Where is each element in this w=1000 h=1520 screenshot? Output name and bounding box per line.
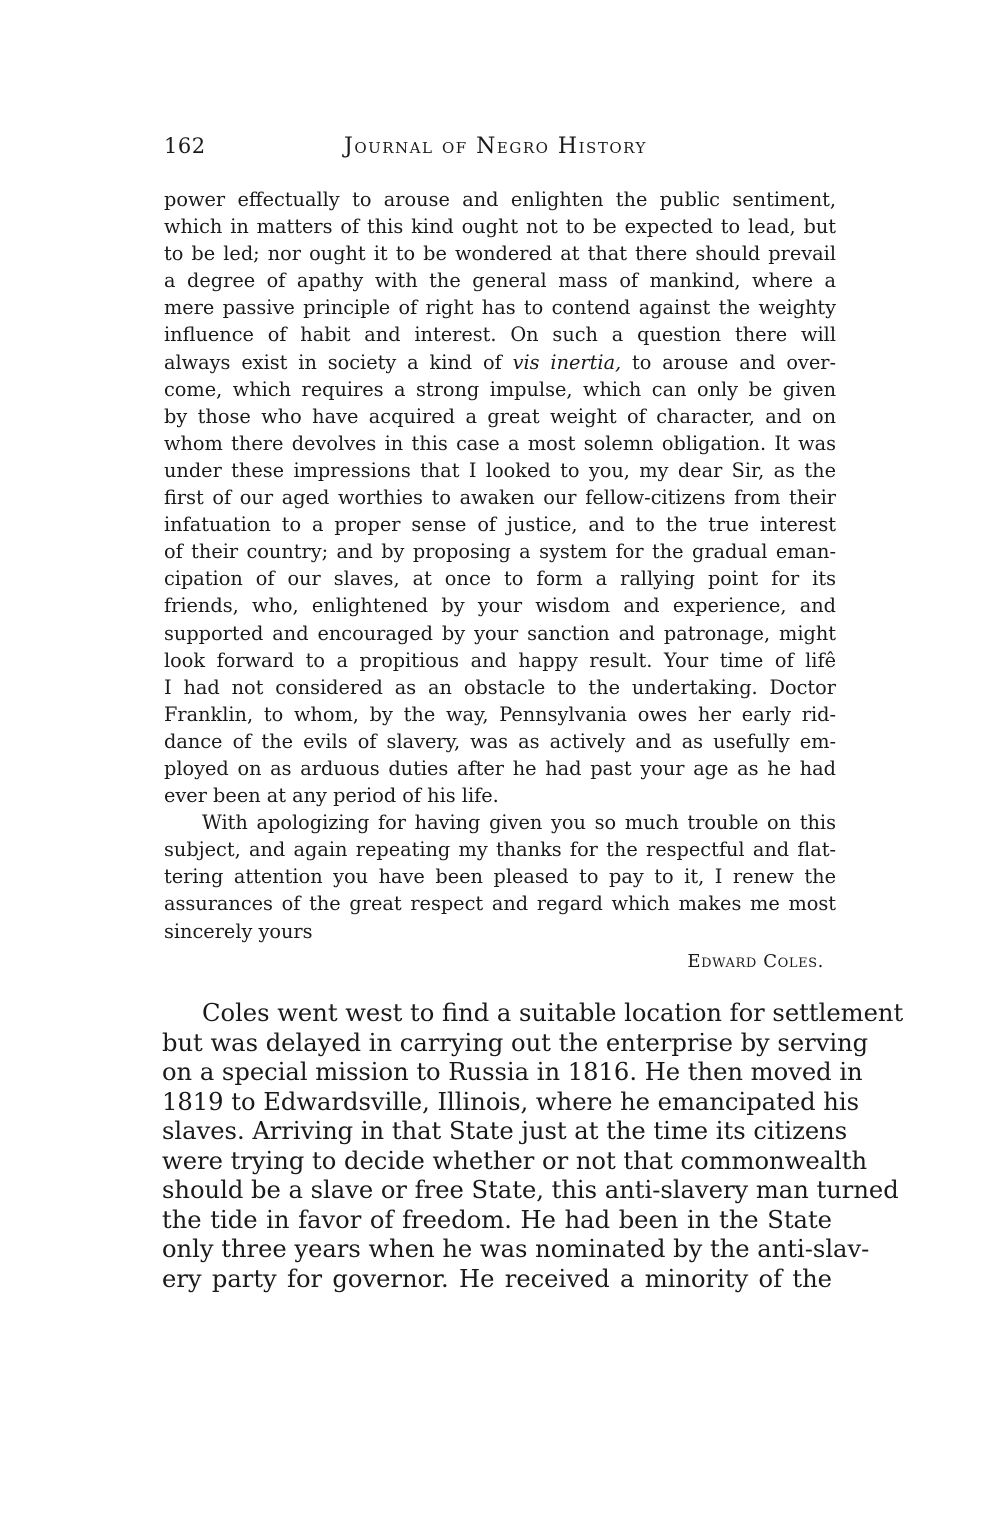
body-line: but was delayed in carrying out the enterprise by serving xyxy=(162,1028,869,1057)
body-line: Coles went west to find a suitable location for settlement xyxy=(202,999,904,1027)
letter-line: under these impressions that I looked to you, my dear Sir, as the xyxy=(164,458,836,482)
letter-line: infatuation to a proper sense of justice, and to the true interest xyxy=(164,513,836,537)
letter-line: influence of habit and interest. On such a question there will xyxy=(164,323,836,347)
letter-line-tail: to arouse and over- xyxy=(621,350,836,374)
body-line: only three years when he was nominated by the anti-slav- xyxy=(162,1235,870,1263)
body-line: were trying to decide whether or not that commonwealth xyxy=(162,1146,868,1175)
running-head: Journal of Negro History xyxy=(344,134,647,159)
letter-line: power effectually to arouse and enlighten the public sentiment, xyxy=(164,188,836,211)
italic-phrase: vis inertia, xyxy=(512,350,622,374)
letter-line: ployed on as arduous duties after he had past your age as he had xyxy=(164,756,836,780)
letter-line: by those who have acquired a great weight of character, and on xyxy=(164,404,836,428)
letter-line: which in matters of this kind ought not to be expected to lead, but xyxy=(164,215,836,239)
letter-line: come, which requires a strong impulse, which can only be given xyxy=(164,377,836,401)
letter-line: of their country; and by proposing a system for the gradual eman- xyxy=(164,540,836,564)
letter-line: subject, and again repeating my thanks for the respectful and flat- xyxy=(164,838,836,862)
signature: Edward Coles. xyxy=(687,950,824,972)
letter-line: ever been at any period of his life. xyxy=(164,784,499,808)
letter-line: With apologizing for having given you so much trouble on this xyxy=(202,811,836,835)
letter-line: friends, who, enlightened by your wisdom and experience, and xyxy=(164,594,836,618)
body-line: the tide in favor of freedom. He had been in the State xyxy=(162,1205,832,1234)
letter-line: cipation of our slaves, at once to form a rallying point for its xyxy=(164,567,836,591)
letter-line-start: always exist in society a kind of xyxy=(164,350,513,374)
letter-line: look forward to a propitious and happy result. Your time of lifê xyxy=(164,648,836,672)
letter-line: Franklin, to whom, by the way, Pennsylvania owes her early rid- xyxy=(164,702,836,726)
letter-line: first of our aged worthies to awaken our fellow-citizens from their xyxy=(164,486,836,510)
letter-line: tering attention you have been pleased to pay to it, I renew the xyxy=(164,865,836,889)
letter-line: whom there devolves in this case a most solemn obligation. It was xyxy=(164,431,836,455)
body-line: slaves. Arriving in that State just at the time its citizens xyxy=(162,1117,848,1145)
body-paragraph xyxy=(162,999,904,1294)
letter-excerpt xyxy=(164,186,836,979)
letter-line: assurances of the great respect and regard which makes me most xyxy=(164,892,836,916)
page-header xyxy=(164,134,836,170)
letter-line: to be led; nor ought it to be wondered at that there should prevail xyxy=(164,242,836,266)
letter-line: I had not considered as an obstacle to the undertaking. Doctor xyxy=(164,675,836,699)
body-line: 1819 to Edwardsville, Illinois, where he emancipated his xyxy=(162,1087,860,1116)
letter-line: sincerely yours xyxy=(164,919,313,943)
letter-line: dance of the evils of slavery, was as actively and as usefully em- xyxy=(164,729,836,753)
body-line: on a special mission to Russia in 1816. He then moved in xyxy=(162,1058,863,1086)
body-line: should be a slave or free State, this anti-slavery man turned xyxy=(162,1176,899,1204)
letter-line-with-italic xyxy=(164,349,836,376)
letter-line: a degree of apathy with the general mass of mankind, where a xyxy=(164,269,836,293)
letter-line: supported and encouraged by your sanction and patronage, might xyxy=(164,621,836,645)
page-number: 162 xyxy=(164,134,206,158)
body-line: ery party for governor. He received a minority of the xyxy=(162,1264,832,1293)
letter-line: mere passive principle of right has to contend against the weighty xyxy=(164,296,836,320)
